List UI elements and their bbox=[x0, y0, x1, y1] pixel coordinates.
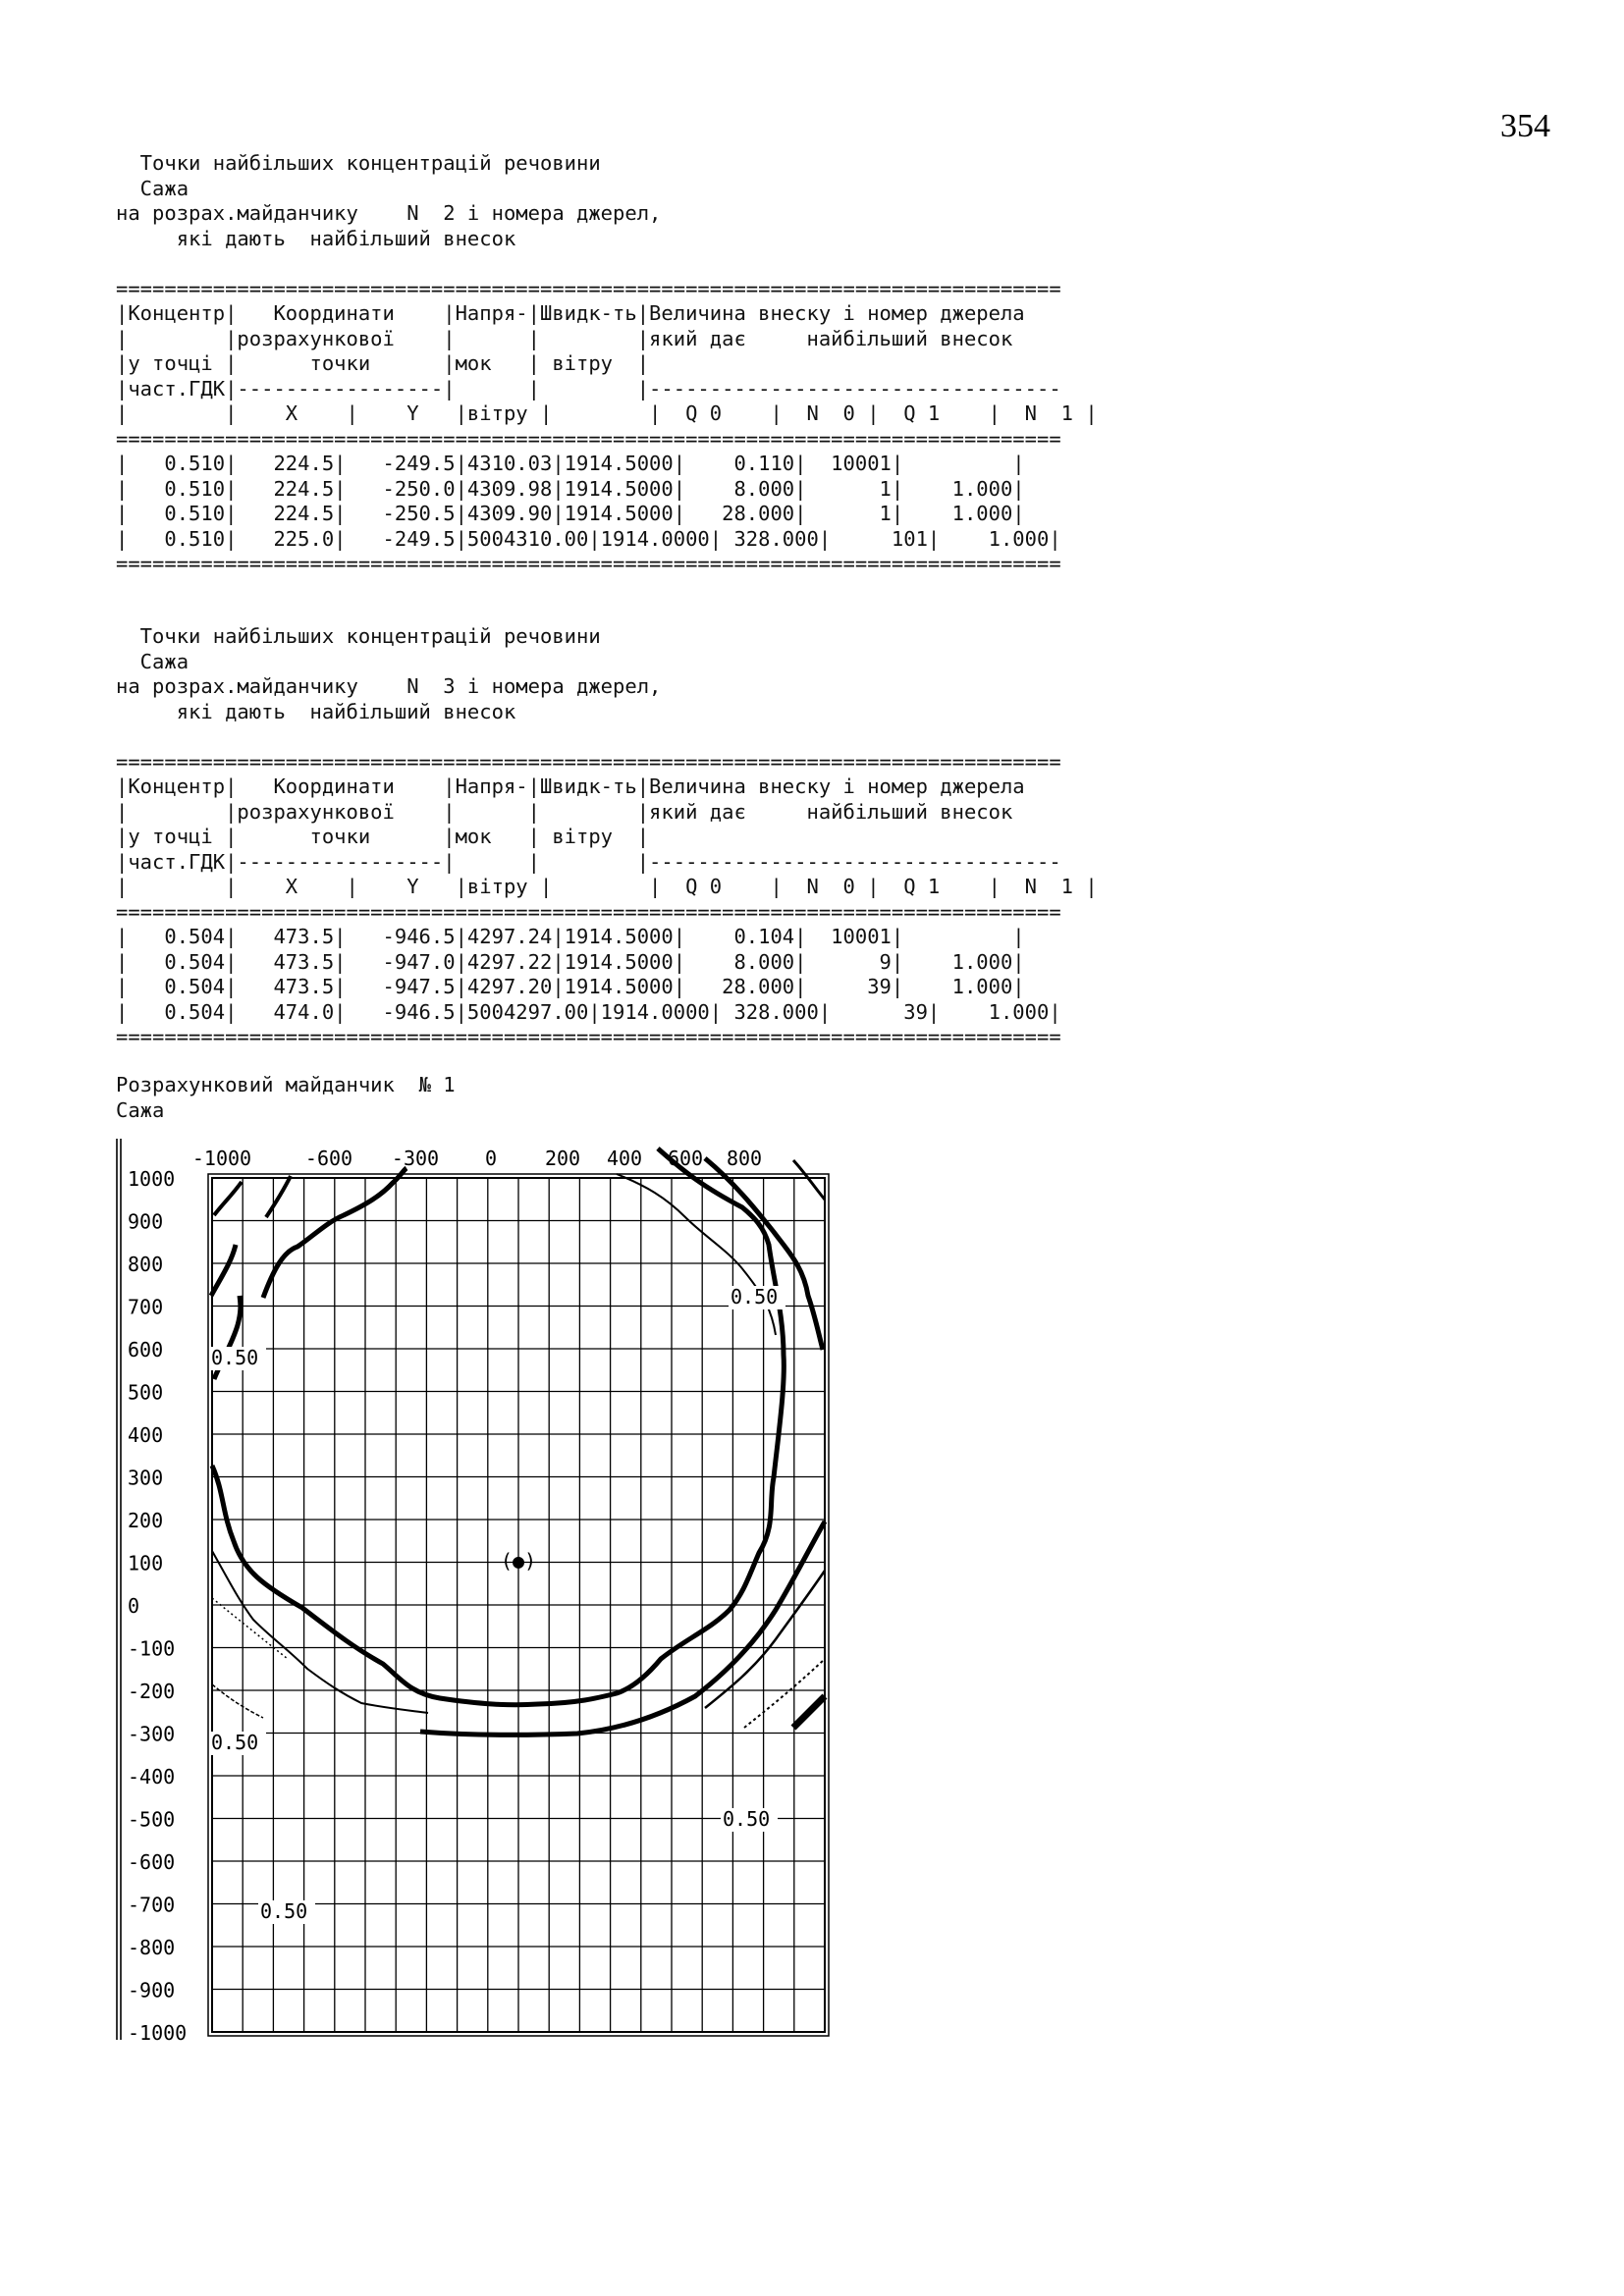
isoline-label: 0.50 bbox=[260, 1899, 308, 1923]
isoline-bottom-left-dotted bbox=[212, 1598, 288, 1659]
y-tick-label: 400 bbox=[128, 1423, 164, 1447]
y-tick-label: -900 bbox=[128, 1978, 176, 2002]
y-tick-label: 600 bbox=[128, 1338, 164, 1362]
y-tick-label: -400 bbox=[128, 1765, 176, 1789]
isoline-top-right-corner bbox=[793, 1160, 825, 1200]
isoline-main-enclosing bbox=[212, 1148, 784, 1705]
isoline-bottom-right-corner-heavy bbox=[793, 1696, 825, 1728]
x-tick-label: 600 bbox=[667, 1147, 704, 1170]
y-tick-label: -500 bbox=[128, 1807, 176, 1832]
contour-map bbox=[116, 1139, 842, 2042]
y-tick-label: 800 bbox=[128, 1253, 164, 1276]
x-tick-label: 800 bbox=[726, 1147, 763, 1170]
y-tick-label: 900 bbox=[128, 1209, 164, 1234]
source-marker bbox=[501, 1549, 536, 1573]
x-tick-label: 200 bbox=[544, 1147, 581, 1170]
y-tick-label: 0 bbox=[128, 1594, 140, 1618]
y-tick-label: -1000 bbox=[128, 2021, 188, 2042]
isoline-lower-right-thin bbox=[705, 1571, 825, 1708]
y-tick-label: -100 bbox=[128, 1636, 176, 1661]
y-tick-label: -200 bbox=[128, 1680, 176, 1703]
y-tick-label: 500 bbox=[128, 1380, 164, 1405]
isoline-top-left-small bbox=[214, 1182, 242, 1215]
concentration-report-pad-2: Точки найбільших концентрацій речовини Сажа на розрах.майданчику N 2 і номера джерел, які дають найбільший внесок ============================================================================== |Концентр| Координати |Напря-|Швидк-ть|Величина внеску і номер джерела | |розрахункової | | |який дає найбільший внесок |у точці | точки |мок | вітру | |част.ГДК|-----------------| | |---------------------------------- | | X | Y |вітру | | Q 0 | N 0 | Q 1 | N 1 | ============================================================================== | 0.510| 224.5| -249.5|4310.03|1914.5000| 0.110| 10001| | | 0.510| 224.5| -250.0|4309.98|1914.5000| 8.000| 1| 1.000| | 0.510| 224.5| -250.5|4309.90|1914.5000| 28.000| 1| 1.000| | 0.510| 225.0| -249.5|5004310.00|1914.0000| 328.000| 101| 1.000| ============================================================================== bbox=[116, 151, 1098, 575]
x-tick-label: 400 bbox=[606, 1147, 643, 1170]
y-tick-label: 300 bbox=[128, 1466, 164, 1490]
y-tick-label: 200 bbox=[128, 1509, 164, 1532]
x-tick-label: -600 bbox=[304, 1147, 353, 1170]
isoline-top-left-mid bbox=[266, 1176, 291, 1217]
y-tick-label: -700 bbox=[128, 1893, 176, 1917]
source-marker-symbol: (●) bbox=[500, 1549, 537, 1573]
x-tick-label: -300 bbox=[391, 1147, 440, 1170]
calculation-pad-caption: Розрахунковий майданчик № 1 Сажа bbox=[116, 1073, 456, 1122]
isoline-label: 0.50 bbox=[211, 1346, 259, 1369]
x-tick-label: -1000 bbox=[191, 1147, 252, 1170]
page-number: 354 bbox=[1500, 108, 1550, 144]
isoline-label: 0.50 bbox=[723, 1807, 771, 1831]
y-tick-label: 1000 bbox=[128, 1167, 176, 1191]
y-tick-label: -600 bbox=[128, 1850, 176, 1874]
y-tick-label: -300 bbox=[128, 1722, 176, 1746]
concentration-report-pad-3: Точки найбільших концентрацій речовини Сажа на розрах.майданчику N 3 і номера джерел, які дають найбільший внесок ============================================================================== |Концентр| Координати |Напря-|Швидк-ть|Величина внеску і номер джерела | |розрахункової | | |який дає найбільший внесок |у точці | точки |мок | вітру | |част.ГДК|-----------------| | |---------------------------------- | | X | Y |вітру | | Q 0 | N 0 | Q 1 | N 1 | ============================================================================== | 0.504| 473.5| -946.5|4297.24|1914.5000| 0.104| 10001| | | 0.504| 473.5| -947.0|4297.22|1914.5000| 8.000| 9| 1.000| | 0.504| 473.5| -947.5|4297.20|1914.5000| 28.000| 39| 1.000| | 0.504| 474.0| -946.5|5004297.00|1914.0000| 328.000| 39| 1.000| ============================================================================== bbox=[116, 624, 1098, 1048]
isoline-bottom-right-dashed bbox=[744, 1659, 825, 1728]
isoline-label: 0.50 bbox=[731, 1285, 779, 1308]
y-tick-label: -800 bbox=[128, 1936, 176, 1959]
isoline-label: 0.50 bbox=[211, 1731, 259, 1754]
y-tick-label: 700 bbox=[128, 1295, 164, 1319]
y-tick-label: 100 bbox=[128, 1551, 164, 1575]
x-tick-label: 0 bbox=[484, 1147, 498, 1170]
isoline-bottom-left-thin bbox=[212, 1684, 263, 1718]
